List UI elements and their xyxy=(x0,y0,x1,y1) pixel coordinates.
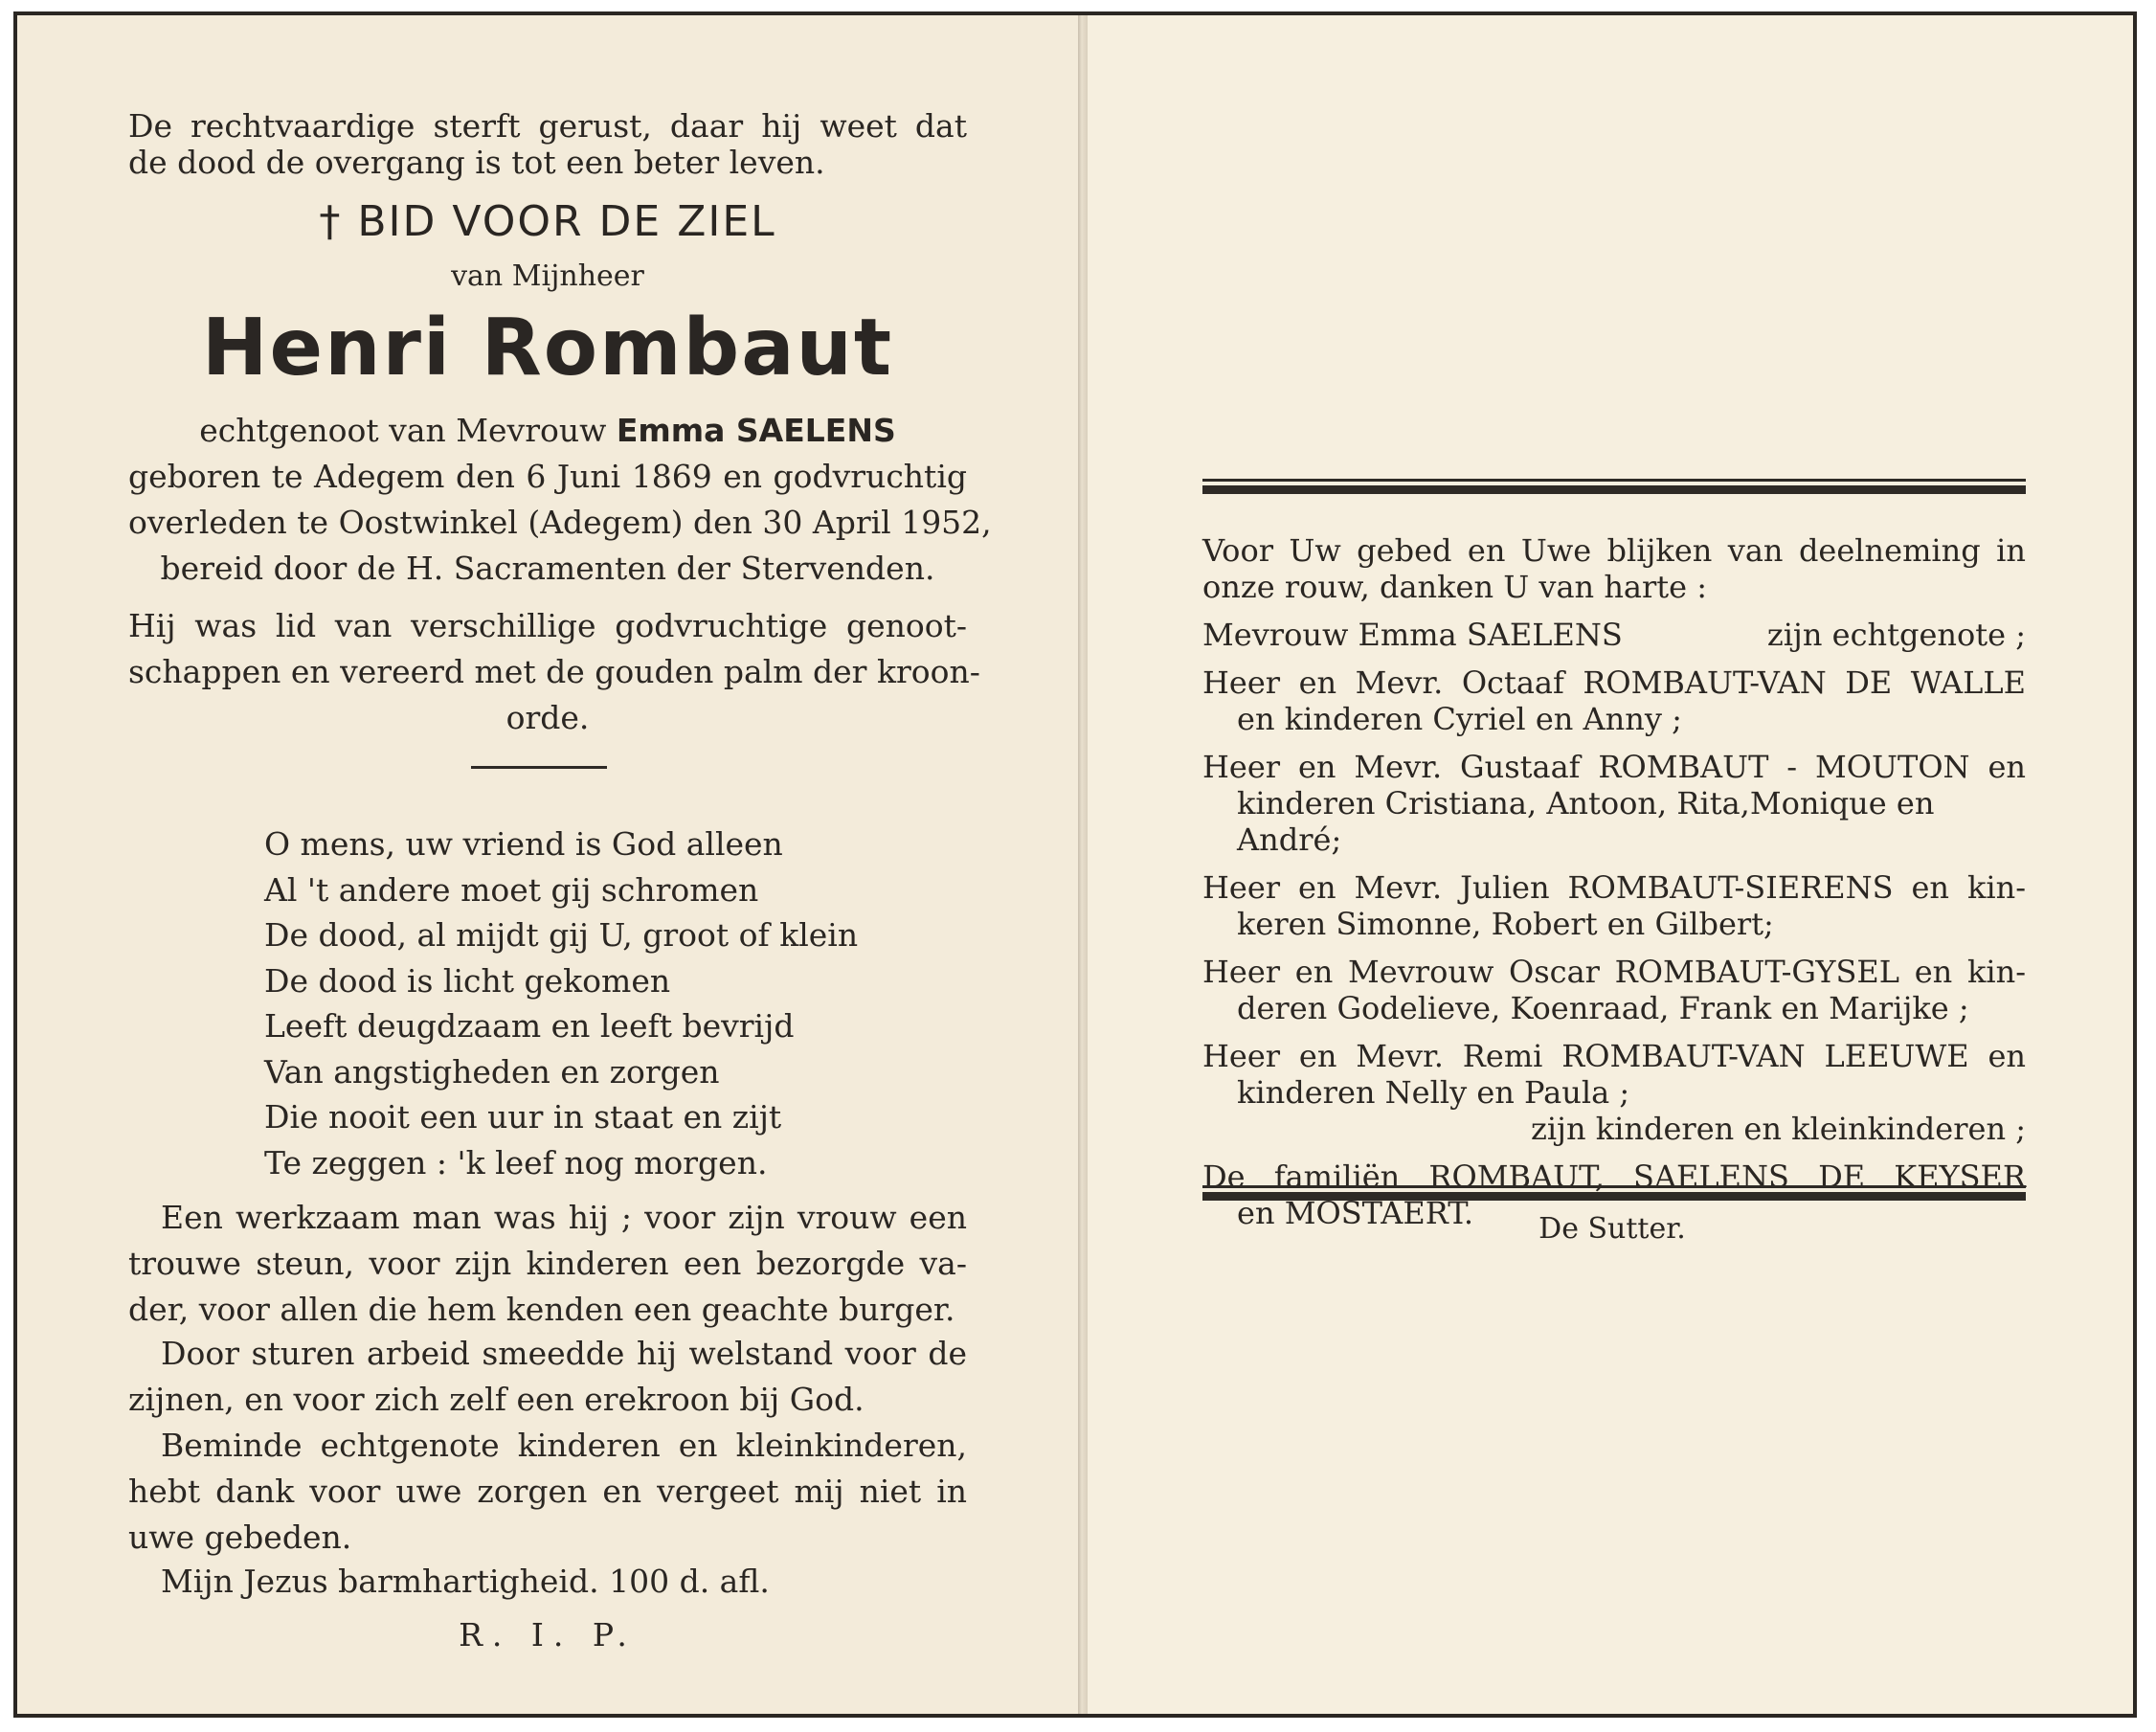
prayer-heading: † BID VOOR DE ZIEL xyxy=(319,197,776,246)
family-line-1: Heer en Mevr. Remi ROMBAUT-VAN LEEUWE en xyxy=(1202,1038,2026,1074)
membership-line-1: Hij was lid van verschillige godvruchtige genoot- xyxy=(128,607,967,644)
printer-name: De Sutter. xyxy=(1538,1212,1686,1246)
family-line-2: kinderen Nelly en Paula ; xyxy=(1237,1074,1630,1111)
family-entry xyxy=(1202,869,2026,942)
widow-role: zijn echtgenote ; xyxy=(1766,617,2026,653)
spouse-line xyxy=(17,408,1078,454)
membership-line-2: schappen en vereerd met de gouden palm der kroon- xyxy=(128,653,980,690)
short-divider xyxy=(471,766,607,769)
widow-name: Mevrouw Emma SAELENS xyxy=(1202,617,1623,653)
membership-line-3: orde. xyxy=(505,699,590,736)
bio-line-3: bereid door de H. Sacramenten der Stervenden. xyxy=(160,550,935,587)
family-line-2: deren Godelieve, Koenraad, Frank en Marijke ; xyxy=(1237,990,1969,1026)
poem-line: O mens, uw vriend is God alleen xyxy=(264,825,783,863)
epigraph-line-1: De rechtvaardige sterft gerust, daar hij weet dat xyxy=(128,107,967,145)
poem-line: Al 't andere moet gij schromen xyxy=(264,870,759,909)
memorial-card xyxy=(13,11,2137,1718)
farewell-line-2: hebt dank voor uwe zorgen en vergeet mij niet in xyxy=(128,1473,967,1510)
family-line-2: en kinderen Cyriel en Anny ; xyxy=(1237,701,1682,737)
right-panel xyxy=(1088,15,2137,1714)
family-line-1: Heer en Mevr. Gustaaf ROMBAUT - MOUTON en xyxy=(1202,749,2026,785)
poem-line: De dood is licht gekomen xyxy=(264,961,671,1000)
family-line-1: Heer en Mevr. Julien ROMBAUT-SIERENS en kin- xyxy=(1202,869,2026,906)
worker-line-3: der, voor allen die hem kenden een geachte burger. xyxy=(128,1291,955,1328)
bio-line-2: overleden te Oostwinkel (Adegem) den 30 April 1952, xyxy=(128,504,992,541)
family-line-2: kinderen Cristiana, Antoon, Rita,Monique en André; xyxy=(1237,785,1935,858)
family-entry xyxy=(1202,749,2026,858)
bottom-rule xyxy=(1202,1185,2026,1201)
relatives-line-1: De familiën ROMBAUT, SAELENS DE KEYSER xyxy=(1202,1158,2026,1195)
thanks-line-2: onze rouw, danken U van harte : xyxy=(1202,569,1708,605)
widow-line xyxy=(1202,617,2026,653)
family-entry xyxy=(1202,664,2026,737)
heading-subtitle: van Mijnheer xyxy=(451,259,644,293)
bio-line-1: geboren te Adegem den 6 Juni 1869 en godvruchtig xyxy=(128,458,967,495)
spouse-name: Emma SAELENS xyxy=(616,412,896,449)
poem-line: Leeft deugdzaam en leeft bevrijd xyxy=(264,1007,795,1045)
rip-text: R. I. P. xyxy=(459,1616,637,1653)
poem-line: Te zeggen : 'k leef nog morgen. xyxy=(264,1143,768,1181)
family-line-1: Heer en Mevrouw Oscar ROMBAUT-GYSEL en kin- xyxy=(1202,954,2026,990)
poem xyxy=(264,821,858,1185)
poem-line: Die nooit een uur in staat en zijt xyxy=(264,1098,782,1136)
thanks-block xyxy=(1202,532,2026,1231)
family-line-2: keren Simonne, Robert en Gilbert; xyxy=(1237,906,1774,942)
worker-line-2: trouwe steun, voor zijn kinderen een bezorgde va- xyxy=(128,1245,967,1282)
family-entry xyxy=(1202,1038,2026,1111)
epigraph-line-2: de dood de overgang is tot een beter leven. xyxy=(128,144,825,181)
indulgence-prayer: Mijn Jezus barmhartigheid. 100 d. afl. xyxy=(161,1563,770,1600)
top-rule xyxy=(1202,479,2026,494)
thanks-line-1 xyxy=(1202,532,2026,569)
poem-line: De dood, al mijdt gij U, groot of klein xyxy=(264,916,859,954)
family-line-1: Heer en Mevr. Octaaf ROMBAUT-VAN DE WALLE xyxy=(1202,664,2026,701)
worker-line-1: Een werkzaam man was hij ; voor zijn vrouw een xyxy=(161,1199,967,1236)
labor-line-1: Door sturen arbeid smeedde hij welstand voor de xyxy=(161,1335,967,1372)
relatives-line-2: en MOSTAERT. xyxy=(1237,1195,1474,1231)
labor-line-2: zijnen, en voor zich zelf een erekroon bij God. xyxy=(128,1381,865,1418)
deceased-name: Henri Rombaut xyxy=(201,303,894,394)
spouse-prefix: echtgenoot van Mevrouw xyxy=(199,412,607,449)
children-note: zijn kinderen en kleinkinderen ; xyxy=(1530,1111,2026,1147)
left-panel xyxy=(17,15,1078,1714)
farewell-line-3: uwe gebeden. xyxy=(128,1518,352,1556)
farewell-line-1: Beminde echtgenote kinderen en kleinkinderen, xyxy=(161,1427,967,1464)
card-fold xyxy=(1078,15,1088,1714)
poem-line: Van angstigheden en zorgen xyxy=(264,1052,720,1091)
family-entry xyxy=(1202,954,2026,1026)
thanks-text-1: Voor Uw gebed en Uwe blijken van deelneming in xyxy=(1202,532,2026,569)
